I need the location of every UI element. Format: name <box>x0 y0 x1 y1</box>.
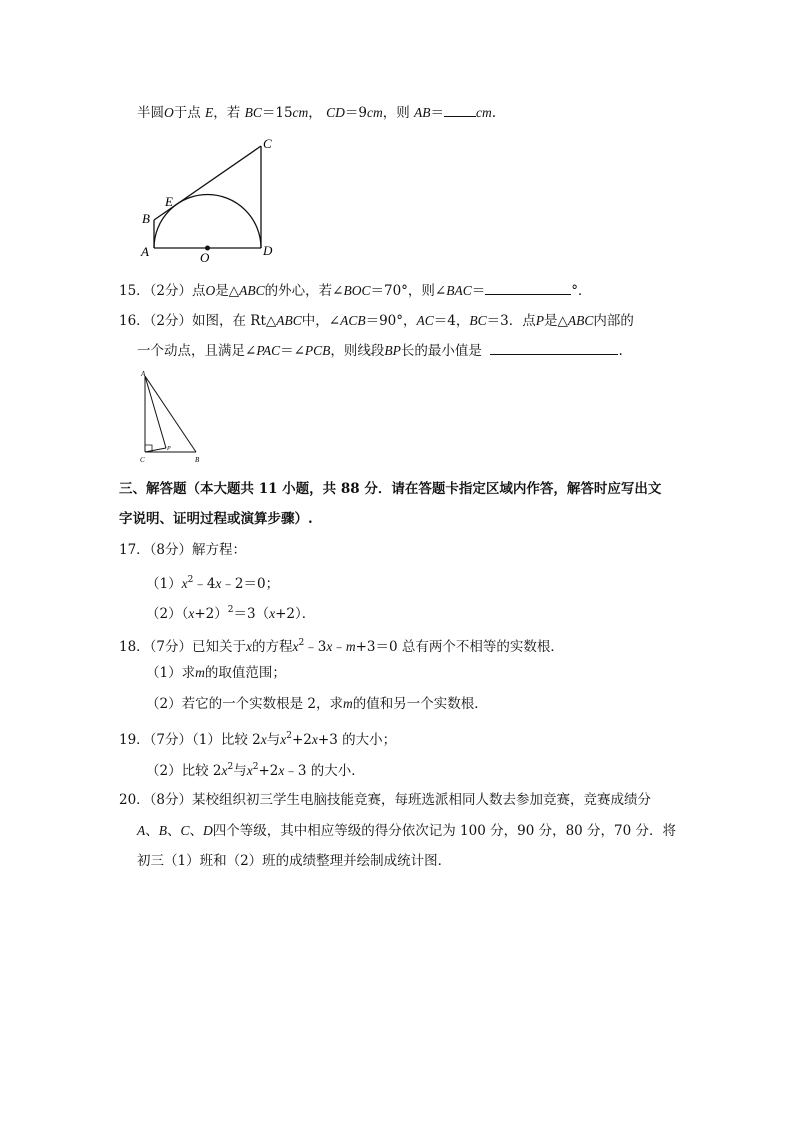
section-3-heading-line-1: 三、解答题（本大题共 11 小题，共 88 分．请在答题卡指定区域内作答，解答时应写出文 <box>119 481 662 497</box>
q16-text-line-2: 一个动点，且满足∠PAC＝∠PCB，则线段BP长的最小值是 . <box>137 343 623 359</box>
q16-triangle-figure <box>136 368 208 466</box>
q20-line-3: 初三（1）班和（2）班的成绩整理并绘制成统计图． <box>137 853 452 869</box>
q17-heading: 17．（8分）解方程： <box>119 542 247 558</box>
q18-part-1: （1）求m的取值范围； <box>146 665 286 681</box>
q15-text-line: 15．（2分）点O是△ABC的外心，若∠BOC＝70°，则∠BAC＝ °． <box>119 283 592 299</box>
q19-part-1: 19．（7分）（1）比较 2x与$x^2+2x+3$ 的大小； <box>119 731 397 748</box>
q19-part-2: （2）比较 $2x^2$与$x^2+2x﹣3$ 的大小． <box>146 762 365 779</box>
label-D: D <box>263 243 273 258</box>
q15-answer-blank <box>485 282 571 295</box>
q17-part-2: $(2)(x+2)^2=3(x+2)$． <box>146 605 316 622</box>
label-P: P <box>167 446 171 452</box>
q14-answer-blank <box>444 104 476 117</box>
q20-line-1: 20．（8分）某校组织初三学生电脑技能竞赛，每班选派相同人数去参加竞赛，竞赛成绩分 <box>119 792 652 808</box>
label-A: A <box>141 370 146 378</box>
q16-answer-blank <box>490 342 618 355</box>
q14-text-line: 半圆O于点 E，若 BC＝15cm， CD＝9cm，则 AB＝ cm. <box>137 105 497 121</box>
q18-heading: 18．（7分）已知关于x的方程$x^2﹣3x﹣m+3=0$ 总有两个不相等的实数根． <box>119 638 564 655</box>
q18-part-2: （2）若它的一个实数根是 2，求m的值和另一个实数根． <box>146 696 488 712</box>
label-C: C <box>263 136 272 151</box>
label-B: B <box>195 456 200 464</box>
label-A: A <box>141 244 149 259</box>
section-3-heading-line-2: 字说明、证明过程或演算步骤）. <box>119 511 313 527</box>
label-B: B <box>142 211 150 226</box>
segment-AB <box>145 376 196 452</box>
q20-line-2: A、B、C、D四个等级，其中相应等级的得分依次记为 100 分，90 分，80 分，70 分．将 <box>137 823 677 839</box>
segment-CP <box>145 448 166 452</box>
segment-AP <box>145 376 166 448</box>
q16-text-line-1: 16．（2分）如图，在 Rt△ABC中，∠ACB＝90°，AC＝4，BC＝3．点P是△ABC内部的 <box>119 313 634 329</box>
label-C: C <box>140 456 145 464</box>
q17-part-1: $(1)x^2﹣4x﹣2=0$； <box>146 575 280 592</box>
label-O: O <box>200 250 210 264</box>
label-E: E <box>165 194 173 209</box>
q14-semicircle-figure <box>136 134 286 264</box>
